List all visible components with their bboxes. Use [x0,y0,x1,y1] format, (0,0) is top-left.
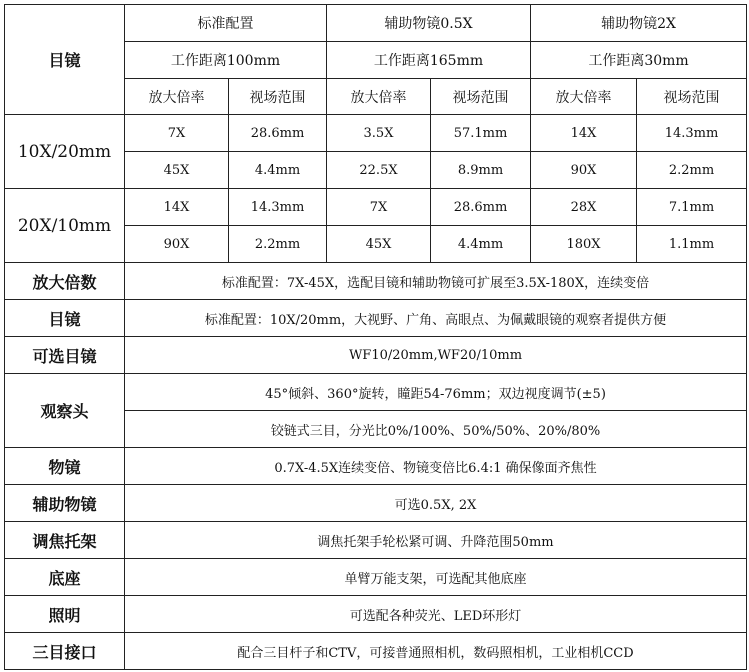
table-cell: 14.3mm [637,115,747,152]
spec-optional-eyepiece-label: 可选目镜 [5,337,125,374]
table-cell: 2.2mm [229,226,327,263]
distance-aux-2x: 工作距离30mm [531,42,747,79]
spec-eyepiece-value: 标准配置：10X/20mm，大视野、广角、高眼点、为佩戴眼镜的观察者提供方便 [125,300,747,337]
table-cell: 57.1mm [431,115,531,152]
table-cell: 1.1mm [637,226,747,263]
table-cell: 8.9mm [431,152,531,189]
col-mag-aux-05x: 放大倍率 [327,79,431,115]
table-cell: 28.6mm [431,189,531,226]
table-cell: 28X [531,189,637,226]
spec-table [4,4,747,670]
spec-viewing-head-value-1: 45°倾斜、360°旋转，瞳距54-76mm；双边视度调节(±5) [125,374,747,411]
spec-trinocular-port-label: 三目接口 [5,633,125,670]
table-cell: 45X [327,226,431,263]
spec-eyepiece-label: 目镜 [5,300,125,337]
col-fov-standard: 视场范围 [229,79,327,115]
col-mag-standard: 放大倍率 [125,79,229,115]
spec-viewing-head-label: 观察头 [5,374,125,448]
spec-objective-label: 物镜 [5,448,125,485]
table-cell: 22.5X [327,152,431,189]
table-cell: 28.6mm [229,115,327,152]
table-cell: 14.3mm [229,189,327,226]
spec-focus-bracket-value: 调焦托架手轮松紧可调、升降范围50mm [125,522,747,559]
distance-standard: 工作距离100mm [125,42,327,79]
table-cell: 7X [125,115,229,152]
spec-focus-bracket-label: 调焦托架 [5,522,125,559]
eyepiece-20x-label: 20X/10mm [5,189,125,263]
table-cell: 4.4mm [229,152,327,189]
table-cell: 90X [125,226,229,263]
distance-aux-05x: 工作距离165mm [327,42,531,79]
table-cell: 3.5X [327,115,431,152]
table-cell: 2.2mm [637,152,747,189]
eyepiece-header-label: 目镜 [5,5,125,115]
table-cell: 90X [531,152,637,189]
spec-base-value: 单臂万能支架，可选配其他底座 [125,559,747,596]
spec-aux-objective-label: 辅助物镜 [5,485,125,522]
table-cell: 14X [531,115,637,152]
eyepiece-10x-label: 10X/20mm [5,115,125,189]
table-cell: 4.4mm [431,226,531,263]
group-aux-2x-header: 辅助物镜2X [531,5,747,42]
spec-base-label: 底座 [5,559,125,596]
col-fov-aux-05x: 视场范围 [431,79,531,115]
table-cell: 7X [327,189,431,226]
spec-illumination-label: 照明 [5,596,125,633]
group-standard-header: 标准配置 [125,5,327,42]
spec-optional-eyepiece-value: WF10/20mm,WF20/10mm [125,337,747,374]
spec-trinocular-port-value: 配合三目杆子和CTV，可接普通照相机，数码照相机，工业相机CCD [125,633,747,670]
table-cell: 7.1mm [637,189,747,226]
spec-magnification-label: 放大倍数 [5,263,125,300]
spec-aux-objective-value: 可选0.5X, 2X [125,485,747,522]
spec-illumination-value: 可选配各种荧光、LED环形灯 [125,596,747,633]
col-fov-aux-2x: 视场范围 [637,79,747,115]
table-cell: 180X [531,226,637,263]
col-mag-aux-2x: 放大倍率 [531,79,637,115]
table-cell: 45X [125,152,229,189]
table-cell: 14X [125,189,229,226]
spec-objective-value: 0.7X-4.5X连续变倍、物镜变倍比6.4:1 确保像面齐焦性 [125,448,747,485]
group-aux-05x-header: 辅助物镜0.5X [327,5,531,42]
spec-viewing-head-value-2: 铰链式三目，分光比0%/100%、50%/50%、20%/80% [125,411,747,448]
spec-magnification-value: 标准配置：7X-45X，选配目镜和辅助物镜可扩展至3.5X-180X，连续变倍 [125,263,747,300]
